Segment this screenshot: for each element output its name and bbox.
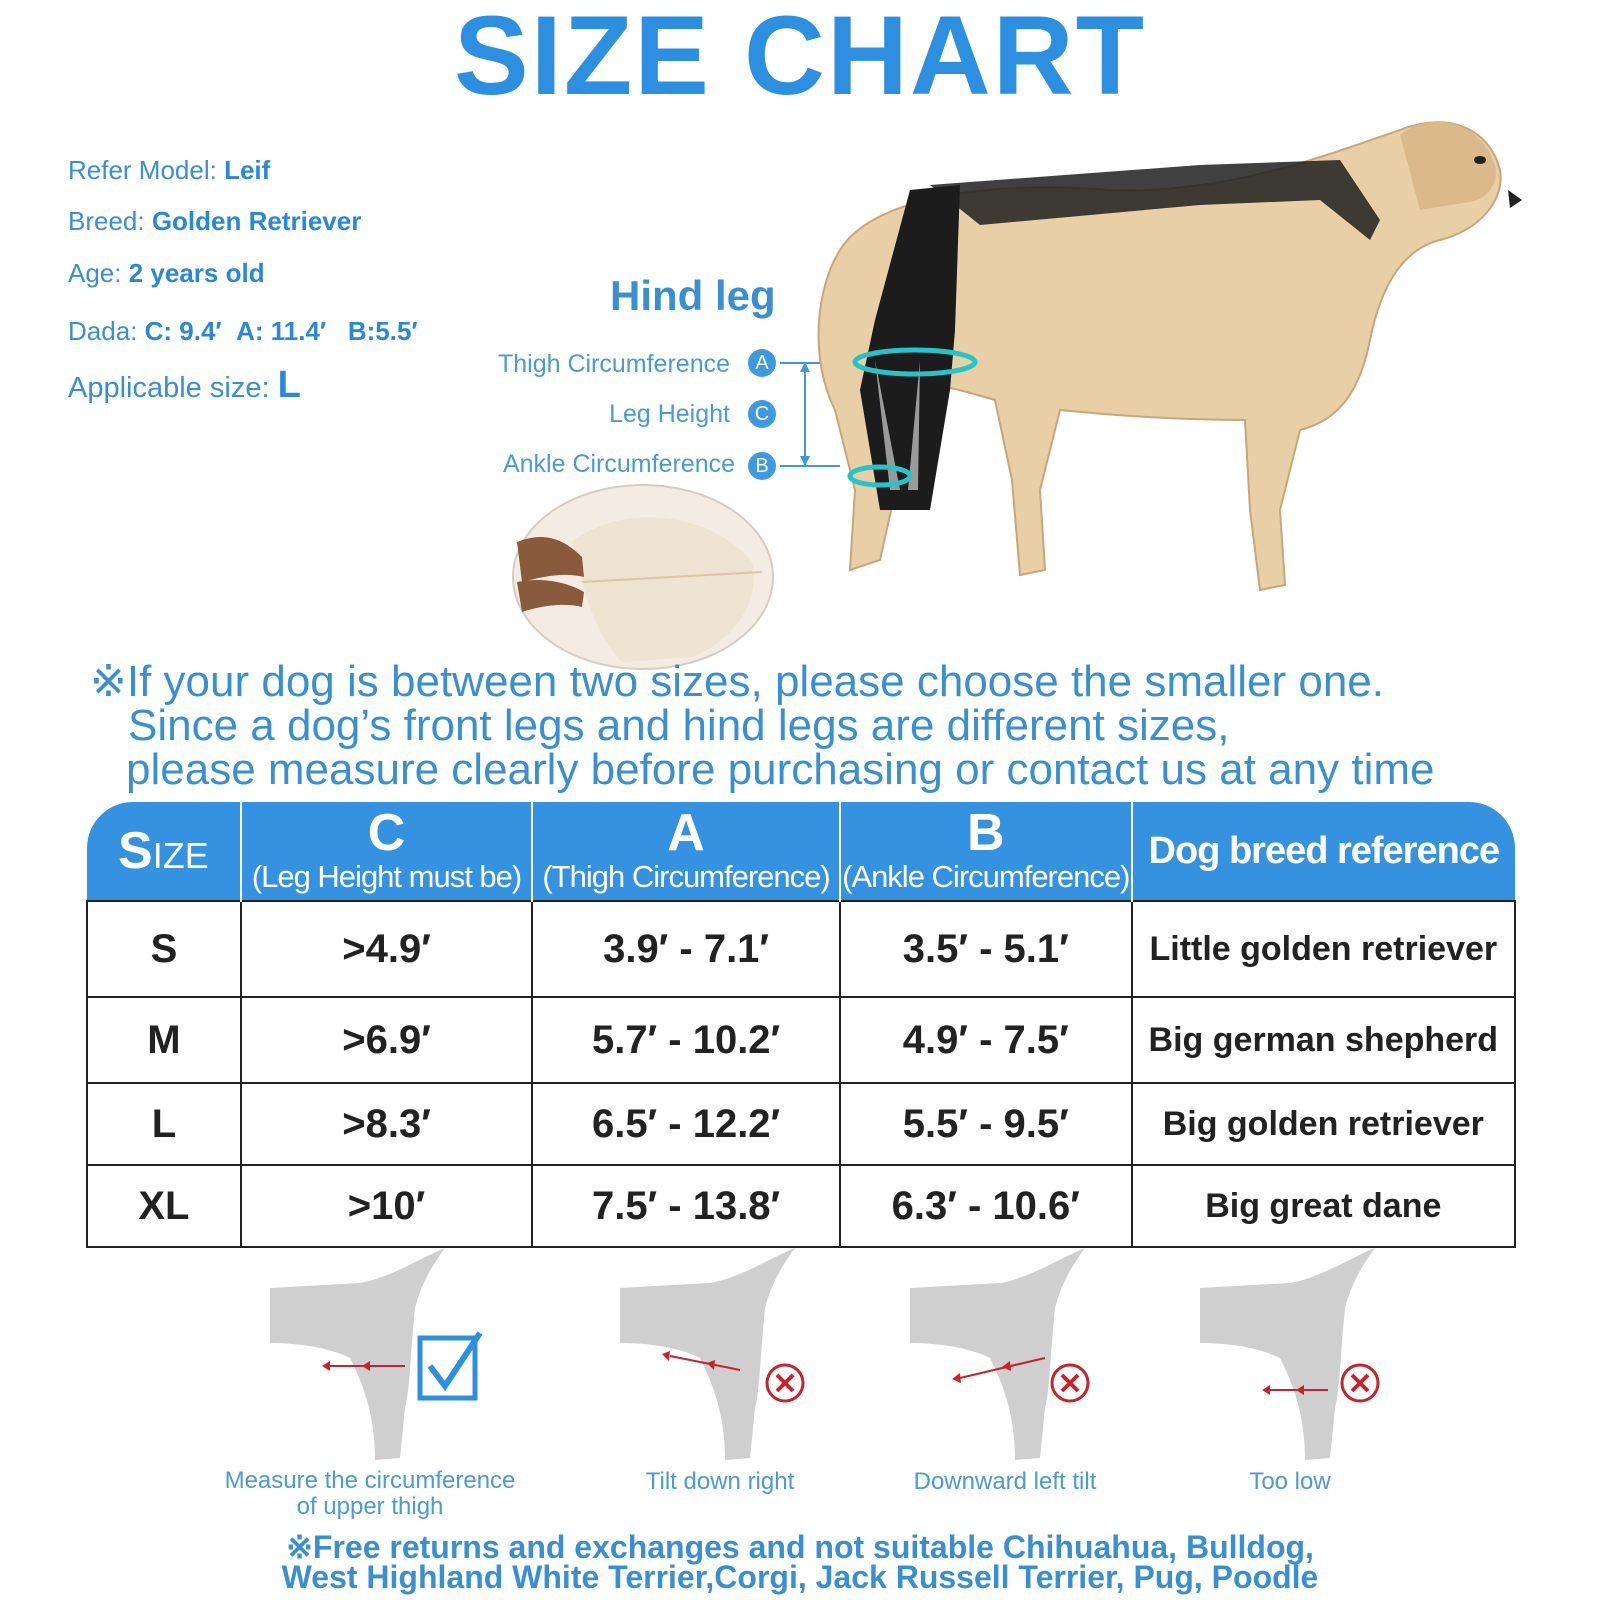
badge-c: C: [748, 400, 776, 428]
table-row: [87, 901, 1515, 997]
header-size-rest: IZE: [152, 835, 209, 876]
caption-correct-line-2: of upper thigh: [296, 1493, 444, 1520]
header-a-letter: A: [667, 804, 705, 862]
data-b-value: B:5.5′: [347, 316, 418, 346]
caption-correct-line-1: Measure the circumference: [224, 1467, 516, 1494]
header-b-sub: (Ankle Circumference): [842, 859, 1130, 894]
size-cell: XL: [87, 1165, 241, 1247]
data-line: [68, 316, 418, 347]
cross-icon: [1352, 1375, 1368, 1391]
breed-value: Golden Retriever: [151, 206, 362, 236]
applicable-size-line: [68, 364, 301, 407]
a-cell: 7.5′ - 13.8′: [532, 1165, 840, 1247]
table-row: [87, 1083, 1515, 1165]
example-correct-diagram: [270, 1248, 500, 1468]
data-label: Dada:: [68, 316, 145, 346]
a-cell: 6.5′ - 12.2′: [532, 1083, 840, 1165]
a-cell: 5.7′ - 10.2′: [532, 997, 840, 1083]
caption-too-low: Too low: [1249, 1468, 1331, 1495]
b-cell: 5.5′ - 9.5′: [840, 1083, 1132, 1165]
applicable-size-value: L: [277, 364, 301, 406]
refer-model-label: Refer Model:: [68, 155, 225, 185]
note-line-1: ※If your dog is between two sizes, please choose the smaller one.: [90, 657, 1385, 706]
caption-tilt-right: Tilt down right: [645, 1468, 795, 1495]
sizing-note: [90, 657, 1560, 794]
example-tilt-right-diagram: [620, 1248, 830, 1468]
size-cell: M: [87, 997, 241, 1083]
header-a-sub: (Thigh Circumference): [542, 859, 830, 894]
b-cell: 4.9′ - 7.5′: [840, 997, 1132, 1083]
caption-tilt-left: Downward left tilt: [913, 1468, 1097, 1495]
c-cell: >10′: [241, 1165, 532, 1247]
footer-line-1: ※Free returns and exchanges and not suitable Chihuahua, Bulldog,: [286, 1529, 1314, 1565]
breed-line: [68, 206, 361, 237]
footer-line-2: West Highland White Terrier,Corgi, Jack Russell Terrier, Pug, Poodle: [281, 1559, 1319, 1595]
note-line-2: Since a dog’s front legs and hind legs are different sizes,: [128, 701, 1230, 750]
refer-model-line: [68, 155, 270, 186]
measuring-photo: [512, 482, 774, 672]
leg-height-label: Leg Height: [609, 400, 730, 428]
breed-cell: Big german shepherd: [1132, 997, 1515, 1083]
header-size-big: S: [118, 822, 153, 880]
header-c-letter: C: [367, 804, 406, 862]
page-title: SIZE CHART: [454, 0, 1146, 118]
caption-correct: [200, 1468, 540, 1520]
age-line: [68, 258, 265, 289]
note-line-3: please measure clearly before purchasing or contact us at any time: [126, 745, 1435, 794]
header-size: [87, 802, 241, 901]
c-cell: >4.9′: [241, 901, 532, 997]
header-breed: Dog breed reference: [1132, 802, 1515, 901]
size-cell: S: [87, 901, 241, 997]
breed-cell: Little golden retriever: [1132, 901, 1515, 997]
footer-note: [0, 1529, 1600, 1595]
hind-leg-title: Hind leg: [610, 272, 776, 319]
table-row: [87, 1165, 1515, 1247]
age-label: Age:: [68, 258, 129, 288]
thigh-circumference-label: Thigh Circumference: [497, 350, 730, 378]
data-c-value: C: 9.4′: [144, 316, 222, 346]
refer-model-value: Leif: [224, 155, 271, 185]
breed-label: Breed:: [68, 206, 152, 236]
data-a-value: A: 11.4′: [236, 316, 327, 346]
example-tilt-left-diagram: [910, 1248, 1120, 1468]
breed-cell: Big golden retriever: [1132, 1083, 1515, 1165]
example-too-low-diagram: [1200, 1248, 1400, 1468]
cross-icon: [1062, 1375, 1078, 1391]
c-cell: >8.3′: [241, 1083, 532, 1165]
header-a: [532, 802, 840, 901]
dog-illustration: [780, 90, 1540, 630]
size-cell: L: [87, 1083, 241, 1165]
header-c-sub: (Leg Height must be): [251, 859, 522, 894]
size-table: [86, 802, 1516, 1248]
applicable-size-label: Applicable size:: [68, 372, 278, 404]
b-cell: 3.5′ - 5.1′: [840, 901, 1132, 997]
c-cell: >6.9′: [241, 997, 532, 1083]
badge-b: B: [748, 452, 776, 480]
badge-a: A: [748, 349, 776, 377]
header-c: [241, 802, 532, 901]
ankle-circumference-label: Ankle Circumference: [502, 450, 735, 478]
breed-cell: Big great dane: [1132, 1165, 1515, 1247]
a-cell: 3.9′ - 7.1′: [532, 901, 840, 997]
header-b: [840, 802, 1132, 901]
header-b-letter: B: [966, 804, 1005, 862]
table-row: [87, 997, 1515, 1083]
age-value: 2 years old: [128, 258, 265, 288]
table-header-row: [87, 802, 1515, 901]
b-cell: 6.3′ - 10.6′: [840, 1165, 1132, 1247]
cross-icon: [777, 1375, 793, 1391]
